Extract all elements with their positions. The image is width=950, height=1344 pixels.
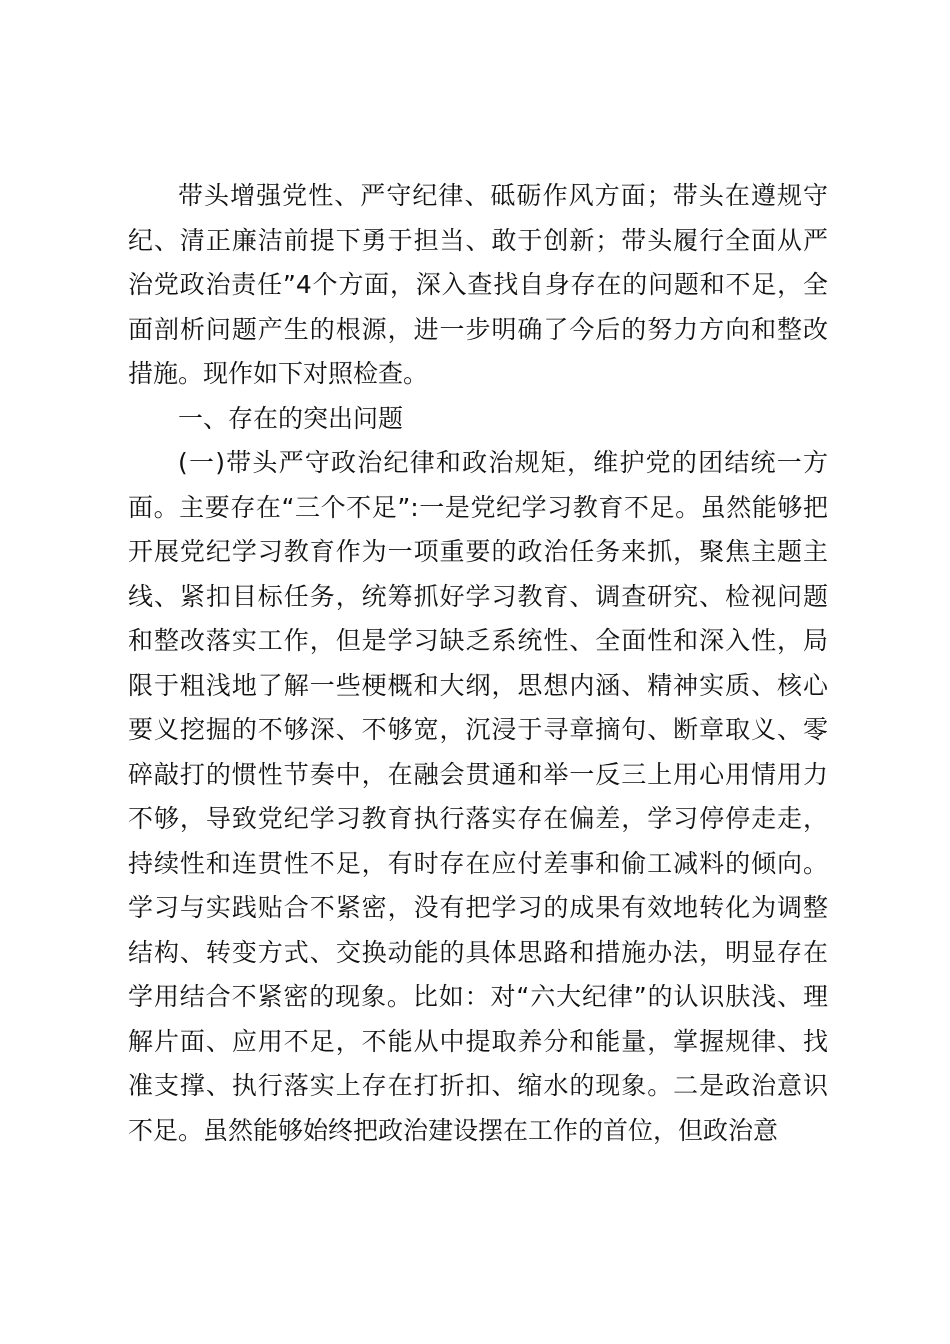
paragraph-line: 和整改落实工作，但是学习缺乏系统性、全面性和深入性，局 bbox=[128, 626, 828, 655]
paragraph-line: 限于粗浅地了解一些梗概和大纲，思想内涵、精神实质、核心 bbox=[128, 670, 828, 700]
section-heading: 一、存在的突出问题 bbox=[178, 403, 404, 433]
paragraph-line: 面。主要存在“三个不足”:一是党纪学习教育不足。虽然能够把 bbox=[128, 492, 828, 522]
paragraph-line: 学习与实践贴合不紧密，没有把学习的成果有效地转化为调整 bbox=[128, 893, 828, 922]
paragraph-line: 持续性和连贯性不足，有时存在应付差事和偷工减料的倾向。 bbox=[128, 848, 828, 878]
paragraph-line: 不够，导致党纪学习教育执行落实存在偏差，学习停停走走， bbox=[128, 804, 828, 833]
paragraph-line: 学用结合不紧密的现象。比如：对“六大纪律”的认识肤浅、理 bbox=[128, 982, 828, 1011]
paragraph-line: 纪、清正廉洁前提下勇于担当、敢于创新；带头履行全面从严 bbox=[128, 225, 828, 255]
paragraph-line: 要义挖掘的不够深、不够宽，沉浸于寻章摘句、断章取义、零 bbox=[128, 715, 828, 744]
paragraph-line: (一)带头严守政治纪律和政治规矩，维护党的团结统一方 bbox=[178, 448, 828, 477]
paragraph-line: 线、紧扣目标任务，统筹抓好学习教育、调查研究、检视问题 bbox=[128, 581, 828, 611]
paragraph-line: 开展党纪学习教育作为一项重要的政治任务来抓，聚焦主题主 bbox=[128, 537, 828, 566]
paragraph-line: 治党政治责任”4个方面，深入查找自身存在的问题和不足，全 bbox=[128, 270, 828, 299]
paragraph-line: 面剖析问题产生的根源，进一步明确了今后的努力方向和整改 bbox=[128, 314, 828, 344]
paragraph-line: 带头增强党性、严守纪律、砥砺作风方面；带头在遵规守 bbox=[178, 181, 828, 210]
paragraph-line: 措施。现作如下对照检查。 bbox=[128, 359, 429, 388]
paragraph-line: 结构、转变方式、交换动能的具体思路和措施办法，明显存在 bbox=[128, 937, 828, 967]
document-body bbox=[128, 174, 828, 1153]
paragraph-line: 不足。虽然能够始终把政治建设摆在工作的首位，但政治意 bbox=[128, 1115, 779, 1145]
paragraph-line: 碎敲打的惯性节奏中，在融会贯通和举一反三上用心用情用力 bbox=[128, 759, 828, 789]
paragraph-line: 准支撑、执行落实上存在打折扣、缩水的现象。二是政治意识 bbox=[128, 1071, 828, 1100]
paragraph-line: 解片面、应用不足，不能从中提取养分和能量，掌握规律、找 bbox=[128, 1026, 828, 1056]
